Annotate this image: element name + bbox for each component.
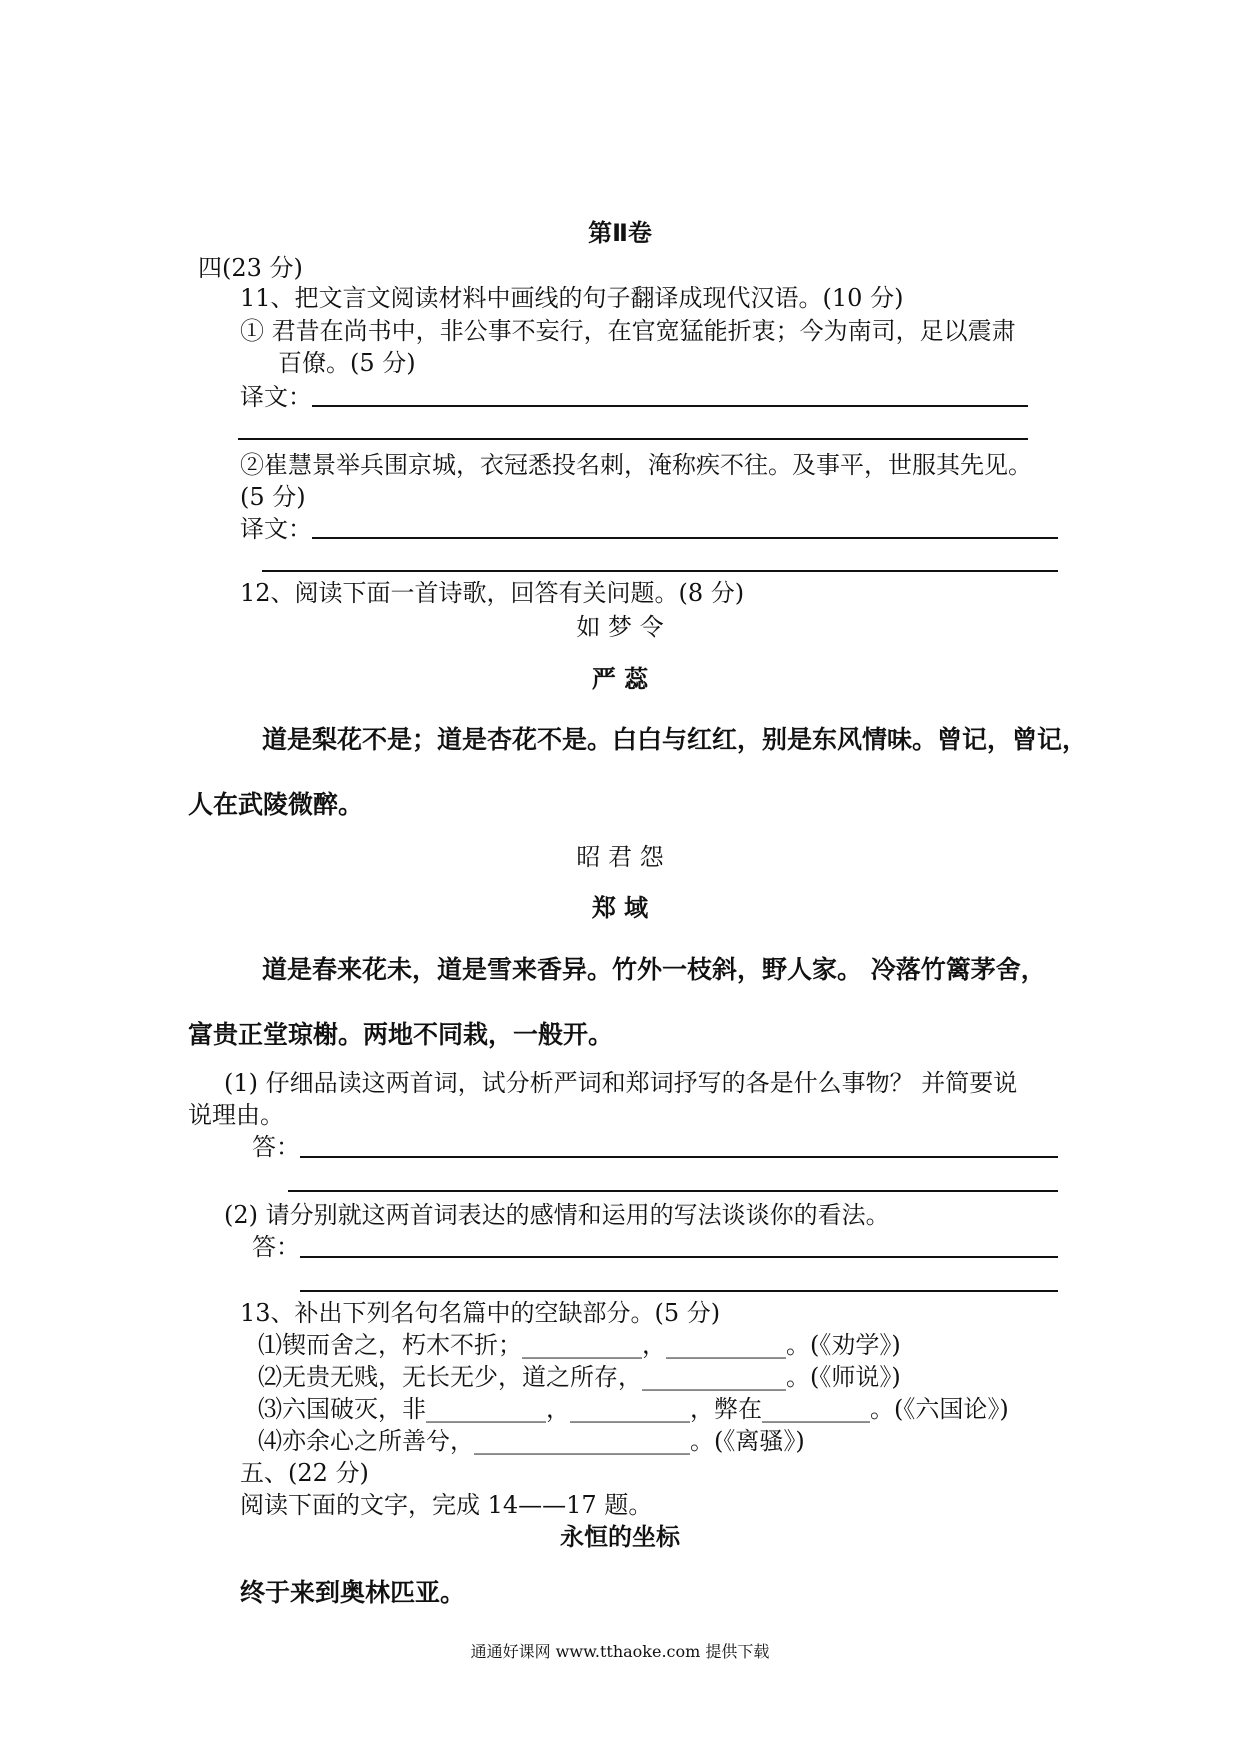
footer-download-note: 通通好课网 www.tthaoke.com 提供下载	[470, 1642, 770, 1661]
q11-item1-line2: 百僚。(5 分)	[278, 349, 416, 377]
part5-instruction: 阅读下面的文字，完成 14——17 题。	[240, 1491, 653, 1519]
poem1-line2: 人在武陵微醉。	[188, 790, 364, 819]
section-title: 第Ⅱ卷	[588, 219, 652, 247]
answer-line[interactable]	[300, 1156, 1058, 1158]
article-title: 永恒的坐标	[560, 1523, 680, 1551]
answer-line[interactable]	[312, 537, 1058, 539]
q11-item2-line1: ②崔慧景举兵围京城，衣冠悉投名刺，淹称疾不往。及事平，世服其先见。	[240, 451, 1032, 479]
poem2-title: 昭 君 怨	[576, 843, 664, 871]
q11-answer-label-1: 译文：	[240, 383, 312, 411]
q13-item-2: ⑵无贵无贱，无长无少，道之所存，____________。(《师说》)	[258, 1363, 901, 1391]
q12-title: 12、阅读下面一首诗歌，回答有关问题。(8 分)	[240, 579, 745, 607]
q12-sub1-line2: 说理由。	[188, 1101, 284, 1129]
q12-answer-label-2: 答：	[252, 1233, 300, 1261]
part4-heading: 四(23 分)	[198, 254, 303, 282]
poem1-line1: 道是梨花不是；道是杏花不是。白白与红红，别是东风情味。曾记，曾记，	[262, 725, 1088, 754]
q13-item-1: ⑴锲而舍之，朽木不折；__________，__________。(《劝学》)	[258, 1331, 901, 1359]
poem1-title: 如 梦 令	[576, 613, 664, 641]
part5-heading: 五、(22 分)	[240, 1459, 369, 1487]
q12-sub2: (2) 请分别就这两首词表达的感情和运用的写法谈谈你的看法。	[224, 1201, 890, 1229]
poem2-author: 郑 域	[591, 894, 649, 922]
answer-line[interactable]	[288, 1190, 1058, 1192]
answer-line[interactable]	[312, 405, 1028, 407]
article-first-line: 终于来到奥林匹亚。	[240, 1578, 466, 1607]
answer-line[interactable]	[238, 438, 1028, 440]
q12-sub1-line1: (1) 仔细品读这两首词，试分析严词和郑词抒写的各是什么事物？ 并简要说	[224, 1069, 1018, 1097]
poem2-line2: 富贵正堂琼榭。两地不同栽，一般开。	[188, 1020, 614, 1049]
answer-line[interactable]	[262, 570, 1058, 572]
q13-item-4: ⑷亦余心之所善兮，__________________。(《离骚》)	[258, 1427, 805, 1455]
q11-item1-line1: ① 君昔在尚书中，非公事不妄行，在官宽猛能折衷；今为南司，足以震肃	[240, 317, 1016, 345]
q13-title: 13、补出下列名句名篇中的空缺部分。(5 分)	[240, 1299, 721, 1327]
q12-answer-label-1: 答：	[252, 1133, 300, 1161]
q13-item-3: ⑶六国破灭，非__________，__________，弊在_________。(《六国论》)	[258, 1395, 1009, 1423]
poem1-author: 严 蕊	[591, 665, 649, 693]
q11-item2-line2: (5 分)	[240, 483, 306, 511]
poem2-line1: 道是春来花未，道是雪来香异。竹外一枝斜，野人家。 冷落竹篱茅舍，	[262, 955, 1046, 984]
q11-title: 11、把文言文阅读材料中画线的句子翻译成现代汉语。(10 分)	[240, 284, 904, 312]
answer-line[interactable]	[300, 1290, 1058, 1292]
answer-line[interactable]	[300, 1256, 1058, 1258]
q11-answer-label-2: 译文：	[240, 515, 312, 543]
